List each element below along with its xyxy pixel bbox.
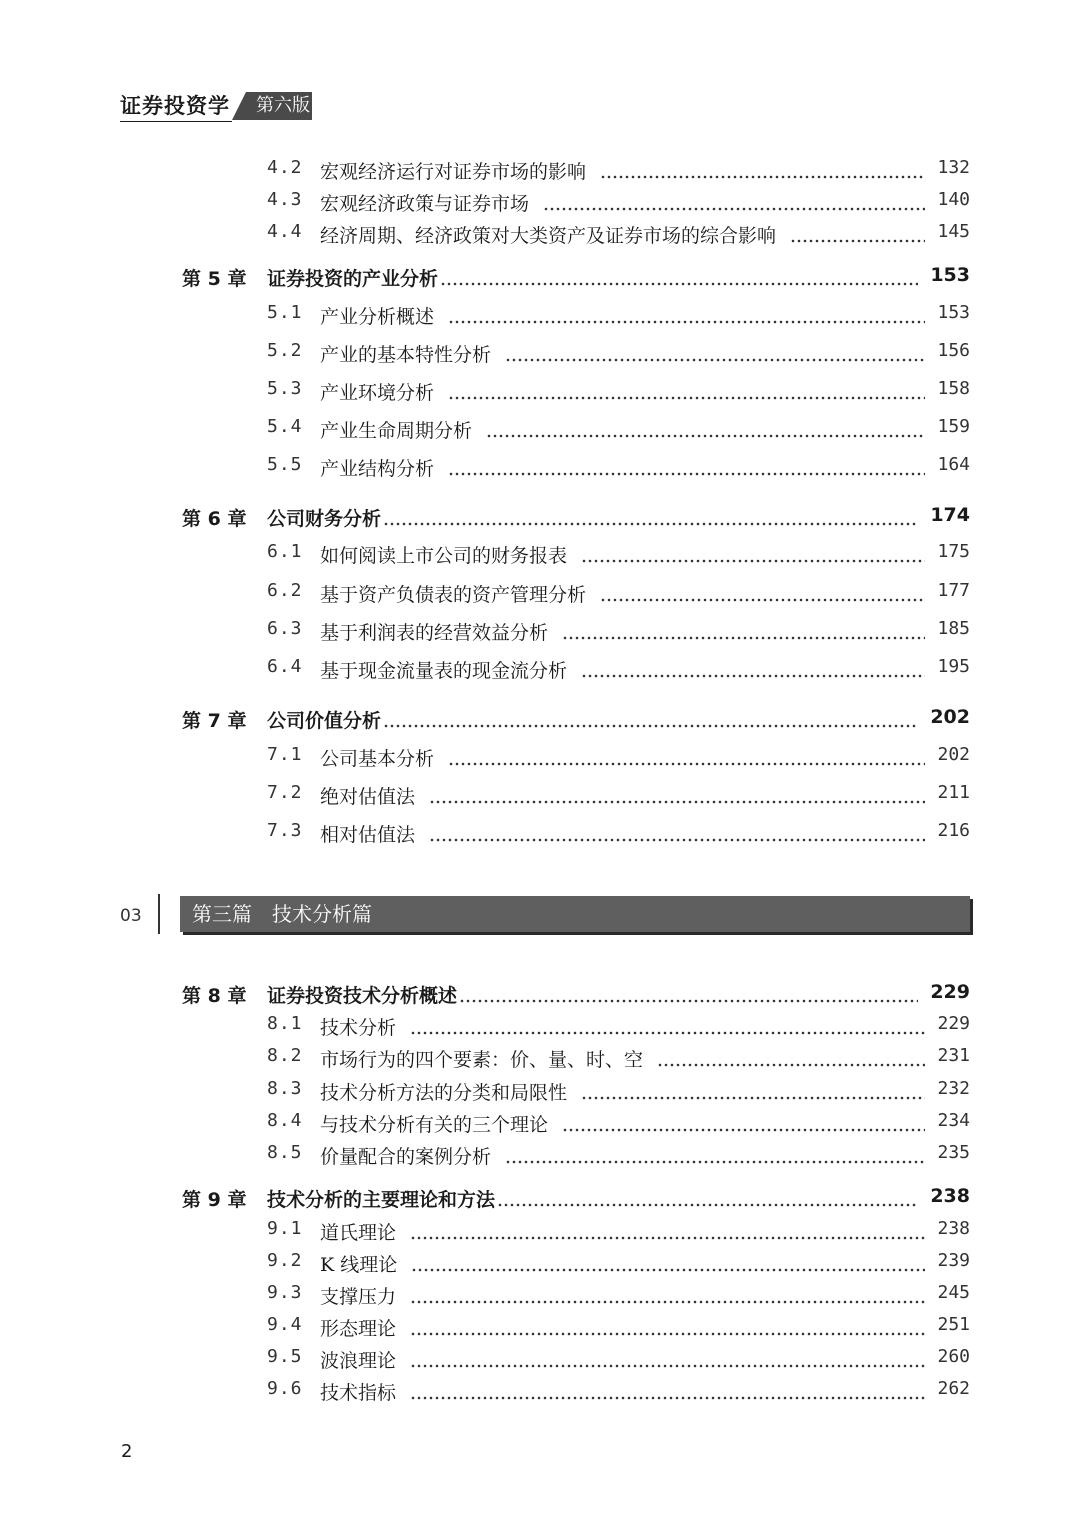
toc-section-entry: [0, 340, 1080, 370]
entry-number: 6.3: [267, 618, 303, 639]
entry-page: 159: [937, 416, 970, 437]
entry-page: 153: [937, 302, 970, 323]
toc-section-entry: [0, 1110, 1080, 1140]
entry-page: 175: [937, 541, 970, 562]
dot-leader: [581, 674, 925, 678]
entry-page: 211: [937, 782, 970, 803]
toc-section-entry: [0, 157, 1080, 187]
dot-leader: [581, 1096, 925, 1100]
entry-page: 231: [937, 1045, 970, 1066]
entry-title: 波浪理论: [320, 1350, 397, 1372]
entry-page: 140: [937, 189, 970, 210]
entry-title: 宏观经济政策与证券市场: [320, 193, 530, 215]
entry-title: 支撑压力: [320, 1286, 397, 1308]
entry-title: 公司财务分析: [267, 508, 382, 530]
entry-number: 第 8 章: [182, 985, 247, 1007]
entry-title: 产业生命周期分析: [320, 420, 473, 442]
entry-page: 245: [937, 1282, 970, 1303]
dot-leader: [410, 1364, 925, 1368]
dot-leader: [440, 282, 918, 286]
dot-leader: [562, 636, 925, 640]
entry-title: 价量配合的案例分析: [320, 1146, 492, 1168]
entry-title: 基于利润表的经营效益分析: [320, 622, 549, 644]
dot-leader: [600, 598, 925, 602]
entry-title: 技术指标: [320, 1382, 397, 1404]
toc-chapter-entry: [0, 264, 1080, 294]
entry-number: 7.3: [267, 820, 303, 841]
dot-leader: [581, 559, 925, 563]
entry-title: 公司基本分析: [320, 748, 435, 770]
dot-leader: [486, 434, 925, 438]
toc-section-entry: [0, 416, 1080, 446]
dot-leader: [429, 800, 925, 804]
toc-section-entry: [0, 454, 1080, 484]
dot-leader: [410, 1031, 925, 1035]
part-divider: [158, 894, 160, 934]
entry-number: 4.3: [267, 189, 303, 210]
entry-page: 174: [930, 504, 970, 526]
toc-section-entry: [0, 1142, 1080, 1172]
dot-leader: [410, 1396, 925, 1400]
entry-title: 绝对估值法: [320, 786, 416, 808]
toc-section-entry: [0, 1314, 1080, 1344]
entry-title: 与技术分析有关的三个理论: [320, 1114, 549, 1136]
toc-chapter-entry: [0, 706, 1080, 736]
entry-number: 8.3: [267, 1078, 303, 1099]
entry-title: 相对估值法: [320, 824, 416, 846]
entry-number: 5.4: [267, 416, 303, 437]
dot-leader: [562, 1128, 925, 1132]
entry-page: 195: [937, 656, 970, 677]
entry-number: 9.1: [267, 1218, 303, 1239]
entry-title: 基于现金流量表的现金流分析: [320, 660, 568, 682]
toc-section-entry: [0, 1346, 1080, 1376]
entry-page: 202: [937, 744, 970, 765]
dot-leader: [410, 1236, 925, 1240]
entry-page: 156: [937, 340, 970, 361]
entry-number: 第 5 章: [182, 268, 247, 290]
entry-page: 260: [937, 1346, 970, 1367]
toc-section-entry: [0, 1378, 1080, 1408]
dot-leader: [383, 724, 918, 728]
entry-number: 5.3: [267, 378, 303, 399]
entry-page: 164: [937, 454, 970, 475]
entry-title: 证券投资的产业分析: [267, 268, 439, 290]
toc-section-entry: [0, 1218, 1080, 1248]
entry-page: 132: [937, 157, 970, 178]
entry-title: 基于资产负债表的资产管理分析: [320, 584, 587, 606]
toc-section-entry: [0, 221, 1080, 251]
dot-leader: [429, 838, 925, 842]
dot-leader: [448, 762, 925, 766]
toc-section-entry: [0, 618, 1080, 648]
entry-title: 道氏理论: [320, 1222, 397, 1244]
entry-title: 公司价值分析: [267, 710, 382, 732]
entry-title: K 线理论: [320, 1254, 398, 1276]
entry-page: 238: [937, 1218, 970, 1239]
entry-page: 177: [937, 580, 970, 601]
toc-section-entry: [0, 1078, 1080, 1108]
entry-page: 235: [937, 1142, 970, 1163]
entry-number: 9.3: [267, 1282, 303, 1303]
entry-number: 5.1: [267, 302, 303, 323]
entry-number: 6.4: [267, 656, 303, 677]
entry-page: 216: [937, 820, 970, 841]
dot-leader: [505, 358, 925, 362]
entry-number: 第 6 章: [182, 508, 247, 530]
part-number: 03: [120, 906, 142, 926]
entry-number: 6.2: [267, 580, 303, 601]
entry-title: 产业结构分析: [320, 458, 435, 480]
entry-page: 251: [937, 1314, 970, 1335]
entry-number: 9.2: [267, 1250, 303, 1271]
entry-page: 185: [937, 618, 970, 639]
toc-chapter-entry: [0, 1185, 1080, 1215]
entry-number: 4.2: [267, 157, 303, 178]
entry-number: 8.2: [267, 1045, 303, 1066]
entry-page: 153: [930, 264, 970, 286]
entry-title: 证券投资技术分析概述: [267, 985, 458, 1007]
entry-page: 262: [937, 1378, 970, 1399]
entry-page: 202: [930, 706, 970, 728]
entry-title: 市场行为的四个要素：价、量、时、空: [320, 1049, 644, 1071]
book-title: 证券投资学: [120, 94, 230, 118]
entry-title: 经济周期、经济政策对大类资产及证券市场的综合影响: [320, 225, 777, 247]
dot-leader: [543, 207, 925, 211]
toc-chapter-entry: [0, 504, 1080, 534]
dot-leader: [410, 1300, 925, 1304]
dot-leader: [410, 1332, 925, 1336]
dot-leader: [383, 522, 918, 526]
entry-page: 229: [937, 1013, 970, 1034]
entry-number: 4.4: [267, 221, 303, 242]
entry-title: 宏观经济运行对证券市场的影响: [320, 161, 587, 183]
entry-number: 5.5: [267, 454, 303, 475]
dot-leader: [657, 1063, 925, 1067]
toc-section-entry: [0, 580, 1080, 610]
dot-leader: [497, 1203, 918, 1207]
toc-section-entry: [0, 541, 1080, 571]
header-rule: [120, 121, 232, 122]
entry-number: 6.1: [267, 541, 303, 562]
entry-page: 158: [937, 378, 970, 399]
entry-title: 产业分析概述: [320, 306, 435, 328]
entry-page: 232: [937, 1078, 970, 1099]
entry-title: 技术分析: [320, 1017, 397, 1039]
toc-chapter-entry: [0, 981, 1080, 1011]
part-banner: [180, 896, 970, 932]
part-title: 第三篇 技术分析篇: [192, 902, 372, 926]
page-number: 2: [121, 1441, 133, 1462]
entry-number: 5.2: [267, 340, 303, 361]
edition-tab: [232, 92, 312, 120]
entry-page: 239: [937, 1250, 970, 1271]
entry-number: 7.2: [267, 782, 303, 803]
entry-title: 技术分析方法的分类和局限性: [320, 1082, 568, 1104]
toc-section-entry: [0, 656, 1080, 686]
dot-leader: [448, 320, 925, 324]
toc-section-entry: [0, 302, 1080, 332]
entry-number: 9.5: [267, 1346, 303, 1367]
toc-section-entry: [0, 1250, 1080, 1280]
entry-title: 技术分析的主要理论和方法: [267, 1189, 496, 1211]
entry-number: 第 7 章: [182, 710, 247, 732]
dot-leader: [600, 175, 925, 179]
entry-number: 8.5: [267, 1142, 303, 1163]
dot-leader: [790, 239, 925, 243]
entry-number: 8.4: [267, 1110, 303, 1131]
entry-page: 234: [937, 1110, 970, 1131]
toc-section-entry: [0, 820, 1080, 850]
entry-number: 7.1: [267, 744, 303, 765]
dot-leader: [448, 472, 925, 476]
toc-section-entry: [0, 189, 1080, 219]
dot-leader: [459, 999, 918, 1003]
toc-section-entry: [0, 1045, 1080, 1075]
toc-section-entry: [0, 1282, 1080, 1312]
entry-number: 8.1: [267, 1013, 303, 1034]
entry-title: 形态理论: [320, 1318, 397, 1340]
edition-label: 第六版: [256, 95, 310, 116]
toc-section-entry: [0, 782, 1080, 812]
entry-title: 如何阅读上市公司的财务报表: [320, 545, 568, 567]
entry-page: 238: [930, 1185, 970, 1207]
entry-page: 229: [930, 981, 970, 1003]
entry-page: 145: [937, 221, 970, 242]
entry-title: 产业的基本特性分析: [320, 344, 492, 366]
dot-leader: [448, 396, 925, 400]
entry-number: 9.6: [267, 1378, 303, 1399]
toc-section-entry: [0, 744, 1080, 774]
entry-number: 9.4: [267, 1314, 303, 1335]
entry-title: 产业环境分析: [320, 382, 435, 404]
dot-leader: [411, 1268, 925, 1272]
toc-section-entry: [0, 1013, 1080, 1043]
toc-section-entry: [0, 378, 1080, 408]
dot-leader: [505, 1160, 925, 1164]
entry-number: 第 9 章: [182, 1189, 247, 1211]
